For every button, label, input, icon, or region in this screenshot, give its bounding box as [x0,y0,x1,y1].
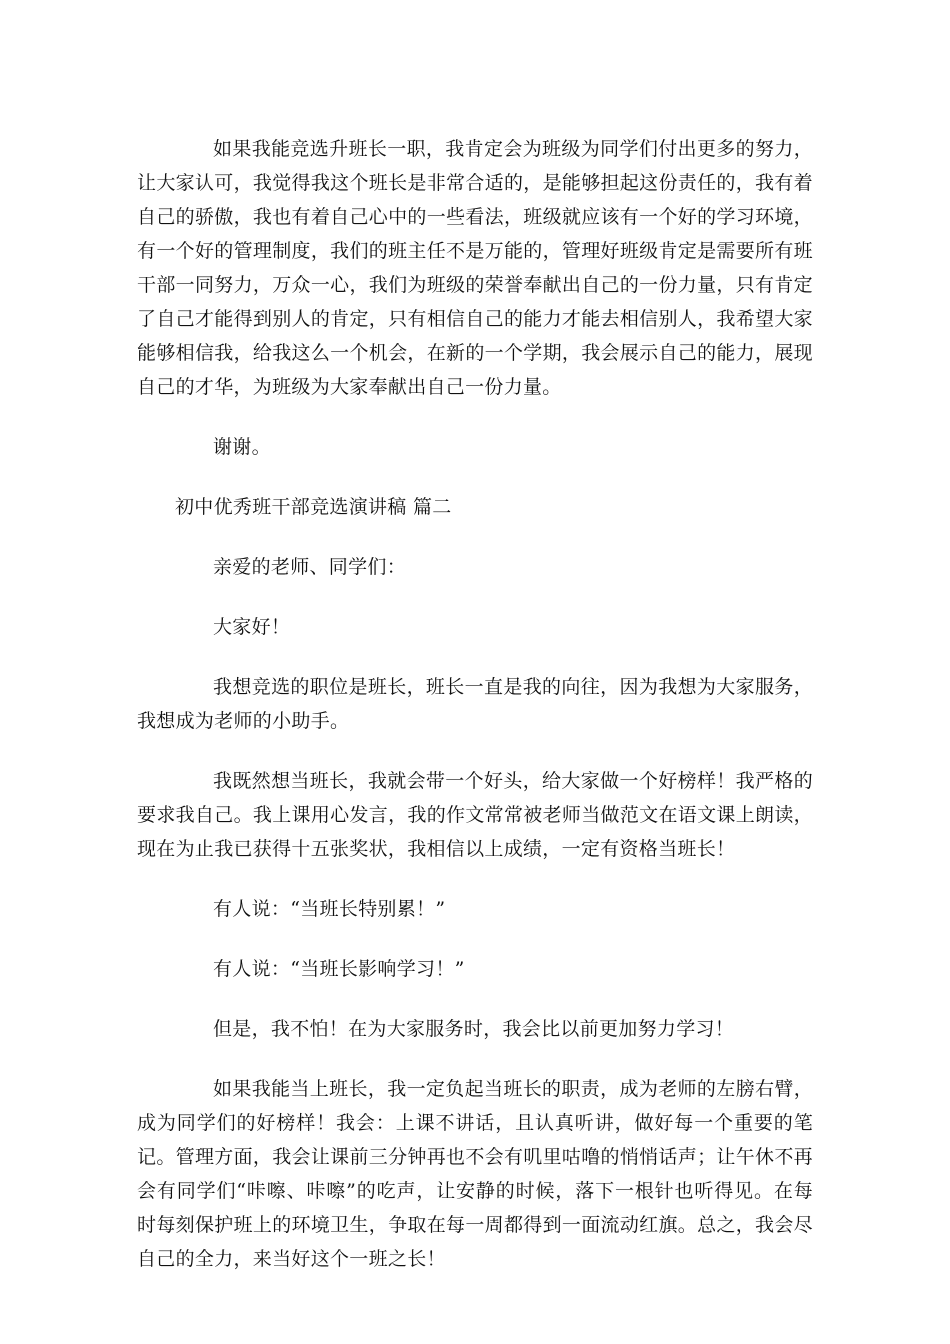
paragraph-quote-study: 有人说：“当班长影响学习！” [213,958,465,980]
paragraph-quote-tired: 有人说：“当班长特别累！” [213,898,446,920]
paragraph-campaign-promise: 如果我能竞选升班长一职，我肯定会为班级为同学们付出更多的努力，让大家认可，我觉得我这个班长是非常合适的，是能够担起这份责任的，我有着自己的骄傲，我也有着自己心中的一些看法，班级就应该有一个好的学习环境，有一个好的管理制度，我们的班主任不是万能的，管理好班级肯定是需要所有班干部一同努力，万众一心，我们为班级的荣誉奉献出自己的一份力量，只有肯定了自己才能得到别人的肯定，只有相信自己的能力才能去相信别人，我希望大家能够相信我，给我这么一个机会，在新的一个学期，我会展示自己的能力，展现自己的才华，为班级为大家奉献出自己一份力量。 [137,138,813,398]
paragraph-duties: 如果我能当上班长，我一定负起当班长的职责，成为老师的左膀右臂，成为同学们的好榜样！我会：上课不讲话，且认真听讲，做好每一个重要的笔记。管理方面，我会让课前三分钟再也不会有叽里咕噜的悄悄话声；让午休不再会有同学们“咔嚓、咔嚓”的吃声，让安静的时候，落下一根针也听得见。在每时每刻保护班上的环境卫生，争取在每一周都得到一面流动红旗。总之，我会尽自己的全力，来当好这个一班之长！ [137,1078,813,1270]
paragraph-not-afraid: 但是，我不怕！在为大家服务时，我会比以前更加努力学习！ [213,1018,735,1040]
section-heading: 初中优秀班干部竞选演讲稿 篇二 [175,496,452,518]
document-body [137,132,813,1302]
paragraph-greeting: 大家好！ [213,616,291,638]
paragraph-position: 我想竞选的职位是班长，班长一直是我的向往，因为我想为大家服务，我想成为老师的小助手。 [137,676,813,732]
paragraph-salutation: 亲爱的老师、同学们： [213,556,407,578]
paragraph-qualifications: 我既然想当班长，我就会带一个好头，给大家做一个好榜样！我严格的要求我自己。我上课用心发言，我的作文常常被老师当做范文在语文课上朗读，现在为止我已获得十五张奖状，我相信以上成绩，一定有资格当班长！ [137,770,813,860]
paragraph-thanks: 谢谢。 [213,436,271,458]
